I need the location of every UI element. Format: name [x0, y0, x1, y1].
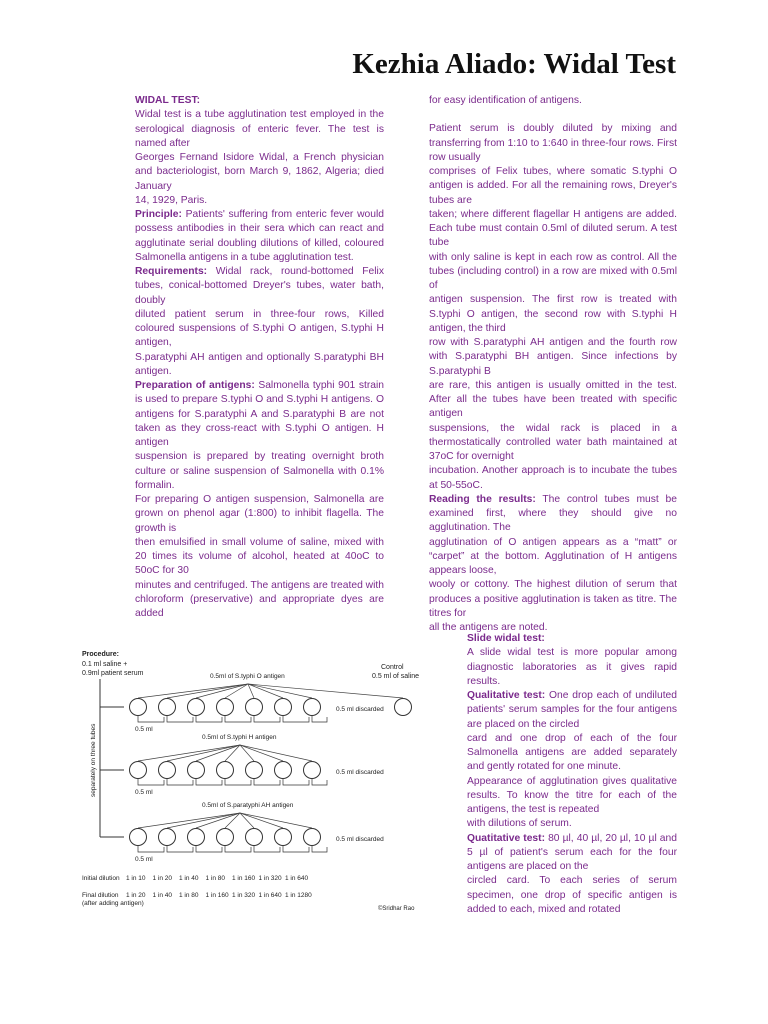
- final-dilution-label: Final dilution: [82, 892, 119, 899]
- paragraph-text: with dilutions of serum.: [467, 818, 572, 830]
- paragraph: [429, 578, 677, 621]
- row-antigen-label: 0.5ml of S.paratyphi AH antigen: [202, 802, 294, 809]
- initial-dilution-value: 1 in 160: [232, 875, 256, 882]
- paragraph-label: WIDAL TEST:: [135, 95, 201, 106]
- paragraph: [429, 493, 677, 536]
- document-title: Kezhia Aliado: Widal Test: [352, 48, 676, 80]
- paragraph-text: wooly or cottony. The highest dilution of serum that produces a positive agglutination is taken as titre. The titres for: [429, 579, 677, 619]
- tube-circle: [246, 699, 263, 716]
- paragraph-text: Widal test is a tube agglutination test employed in the serological diagnosis of enteric fever. The test is named after: [135, 109, 384, 149]
- paragraph-text: suspensions, the widal rack is placed in a thermostatically controlled water bath maintained at 37oC for overnight: [429, 422, 677, 462]
- paragraph: [429, 94, 677, 108]
- paragraph: [467, 832, 677, 875]
- initial-dilution-value: 1 in 80: [205, 875, 226, 882]
- paragraph-text: card and one drop of each of the four Salmonella antigens are added separately and gently rotated for one minute.: [467, 732, 677, 773]
- credit-text: ©Sridhar Rao: [378, 906, 415, 912]
- tube-circle: [217, 762, 234, 779]
- transfer-arrow: [254, 716, 280, 722]
- tube-circle: [304, 699, 321, 716]
- discard-label: 0.5 ml discarded: [336, 706, 384, 713]
- paragraph: [429, 379, 677, 422]
- paragraph-text: all the antigens are noted.: [429, 622, 548, 633]
- paragraph: [135, 94, 384, 108]
- paragraph: [429, 536, 677, 579]
- paragraph: [135, 308, 384, 351]
- right-column-lower: [467, 632, 677, 917]
- antigen-line: [248, 684, 312, 698]
- transfer-arrow: [254, 846, 280, 852]
- paragraph-text: row with S.paratyphi AH antigen and the fourth row with S.paratyphi BH antigen. Since infections by S.paratyphi B: [429, 337, 677, 377]
- final-dilution-sub: (after adding antigen): [82, 900, 144, 907]
- transfer-arrow: [225, 779, 251, 785]
- paragraph-text: are rare, this antigen is usually omitted in the test. After all the tubes have been treated with specific antigen: [429, 379, 677, 420]
- control-tube-circle: [395, 699, 412, 716]
- paragraph-label: Slide widal test:: [467, 633, 545, 644]
- paragraph-text: minutes and centrifuged. The antigens are treated with chloroform (preservative) and appropriate dyes are added: [135, 579, 384, 619]
- tube-circle: [159, 829, 176, 846]
- dilution-values: [126, 875, 312, 899]
- paragraph: [429, 464, 677, 493]
- transfer-arrow: [225, 716, 251, 722]
- procedure-heading: Procedure:: [82, 651, 119, 658]
- transfer-arrow: [196, 716, 222, 722]
- paragraph-text: diluted patient serum in three-four rows, Killed coloured suspensions of S.typhi O antigen, S.typhi H antigen,: [135, 308, 384, 349]
- paragraph-text: suspension is prepared by treating overnight broth culture or saline suspension of Salmonella with 0.1% formalin.: [135, 451, 384, 491]
- row-antigen-label: 0.5ml of S.typhi H antigen: [202, 734, 277, 741]
- paragraph: [467, 632, 677, 646]
- row-antigen-label: 0.5ml of S.typhi O antigen: [210, 673, 285, 680]
- paragraph-label: Reading the results:: [429, 493, 536, 505]
- antigen-line: [196, 684, 248, 698]
- paragraph: [429, 122, 677, 165]
- paragraph-text: Patient serum is doubly diluted by mixing and transferring from 1:10 to 1:640 in three-four rows. First row usually: [429, 123, 677, 163]
- transfer-label: 0.5 ml: [135, 726, 153, 733]
- tube-circle: [130, 829, 147, 846]
- transfer-arrow: [283, 779, 309, 785]
- paragraph-label: Qualitative test:: [467, 690, 546, 701]
- paragraph: [135, 208, 384, 265]
- transfer-arrow: [167, 716, 193, 722]
- paragraph-text: with only saline is kept in each row as control. All the tubes (including control) in a row are mixed with 0.5ml of: [429, 251, 677, 291]
- paragraph-text: Appearance of agglutination gives qualitative results. To know the titre for each of the antigens, the test is repeated: [467, 775, 677, 815]
- paragraph: [135, 351, 384, 380]
- tube-circle: [275, 699, 292, 716]
- paragraph: [429, 165, 677, 208]
- paragraph-text: The control tubes must be examined first, where they should give no agglutination. The: [429, 493, 677, 534]
- transfer-label: 0.5 ml: [135, 856, 153, 863]
- antigen-line: [138, 684, 248, 698]
- paragraph: [135, 493, 384, 536]
- tube-circle: [130, 699, 147, 716]
- paragraph: [135, 194, 384, 208]
- discard-label: 0.5 ml discarded: [336, 769, 384, 776]
- paragraph-text: For preparing O antigen suspension, Salmonella are grown on phenol agar (1:800) to inhibit flagella. The growth is: [135, 494, 384, 534]
- paragraph: [135, 108, 384, 151]
- tube-circle: [188, 829, 205, 846]
- paragraph: [467, 646, 677, 689]
- paragraph: [429, 208, 677, 251]
- paragraph: [467, 732, 677, 775]
- tube-circle: [246, 829, 263, 846]
- paragraph-label: Quatitative test:: [467, 832, 546, 844]
- paragraph: [429, 422, 677, 465]
- tube-circle: [159, 762, 176, 779]
- transfer-arrow: [196, 846, 222, 852]
- tube-circle: [304, 762, 321, 779]
- transfer-arrow: [312, 779, 327, 785]
- control-text: Control: [381, 664, 404, 671]
- initial-dilution-value: 1 in 640: [285, 875, 309, 882]
- paragraph-text: for easy identification of antigens.: [429, 95, 582, 106]
- paragraph-text: 80 µl, 40 µl, 20 µl, 10 µl and 5 µl of patient's serum each for the four antigens are placed on the: [467, 832, 677, 872]
- left-column: [135, 94, 384, 621]
- paragraph: [429, 251, 677, 294]
- right-column: [429, 94, 677, 635]
- tube-circle: [188, 699, 205, 716]
- final-dilution-value: 1 in 40: [152, 892, 173, 899]
- paragraph-text: Salmonella typhi 901 strain is used to prepare S.typhi O and S.typhi H antigens. O antigens for S.paratyphi A and S.paratyphi B are not taken as they cross-react with S.typhi O antigen. H antigen: [135, 380, 384, 448]
- transfer-arrow: [138, 846, 164, 852]
- serum-text: 0.9ml patient serum: [82, 670, 144, 677]
- paragraph-label: Requirements:: [135, 266, 208, 277]
- transfer-arrow: [167, 846, 193, 852]
- tube-circle: [217, 699, 234, 716]
- paragraph-text: circled card. To each series of serum specimen, one drop of specific antigen is added to each, mixed and rotated: [467, 875, 677, 915]
- paragraph-text: comprises of Felix tubes, where somatic S.typhi O antigen is added. For all the remaining rows, Dreyer's tubes are: [429, 166, 677, 206]
- antigen-line: [248, 684, 403, 698]
- paragraph-text: Patients' suffering from enteric fever would possess antibodies in their sera which can react and agglutinate serial doubling dilutions of killed, coloured Salmonella antigens in a tube agglutination test.: [135, 209, 384, 263]
- transfer-arrow: [254, 779, 280, 785]
- final-dilution-value: 1 in 320: [232, 892, 256, 899]
- tube-rows: [130, 673, 412, 863]
- paragraph: [467, 775, 677, 818]
- final-dilution-value: 1 in 640: [258, 892, 282, 899]
- paragraph-label: Principle:: [135, 209, 182, 220]
- transfer-label: 0.5 ml: [135, 789, 153, 796]
- paragraph: [135, 450, 384, 493]
- discard-label: 0.5 ml discarded: [336, 836, 384, 843]
- paragraph-text: agglutination of O antigen appears as a “matt” or “carpet” at the bottom. Agglutination of H antigens appears loose,: [429, 536, 677, 576]
- tube-circle: [159, 699, 176, 716]
- paragraph-text: Widal rack, round-bottomed Felix tubes, conical-bottomed Dreyer's tubes, water bath, doubly: [135, 266, 384, 306]
- paragraph: [429, 293, 677, 336]
- tube-circle: [275, 762, 292, 779]
- paragraph-text: One drop each of undiluted patients' serum samples for the four antigens are placed on the circled: [467, 690, 678, 730]
- procedure-figure: [78, 647, 428, 917]
- tube-circle: [188, 762, 205, 779]
- antigen-line: [138, 813, 240, 828]
- final-dilution-value: 1 in 160: [205, 892, 229, 899]
- antigen-line: [138, 745, 240, 761]
- side-label: separately on three tubes: [90, 723, 97, 797]
- transfer-arrow: [196, 779, 222, 785]
- control-saline-text: 0.5 ml of saline: [372, 673, 420, 680]
- paragraph-text: taken; where different flagellar H antigens are added. Each tube must contain 0.5ml of diluted serum. A test tube: [429, 208, 677, 249]
- tube-circle: [130, 762, 147, 779]
- paragraph: [467, 817, 677, 831]
- paragraph: [135, 151, 384, 194]
- saline-text: 0.1 ml saline +: [82, 661, 128, 668]
- paragraph: [429, 108, 677, 122]
- transfer-arrow: [138, 716, 164, 722]
- paragraph: [467, 874, 677, 917]
- final-dilution-value: 1 in 1280: [285, 892, 312, 899]
- final-dilution-value: 1 in 80: [179, 892, 199, 899]
- paragraph-text: incubation. Another approach is to incubate the tubes at 50-55oC.: [429, 465, 677, 491]
- initial-dilution-label: Initial dilution: [82, 875, 120, 882]
- tube-circle: [246, 762, 263, 779]
- paragraph: [135, 379, 384, 450]
- paragraph-text: A slide widal test is more popular among diagnostic laboratories as it gives rapid results.: [467, 647, 677, 687]
- paragraph-label: Preparation of antigens:: [135, 380, 255, 391]
- paragraph-text: antigen suspension. The first row is treated with S.typhi O antigen, the second row with S.typhi H antigen, the third: [429, 294, 677, 334]
- initial-dilution-value: 1 in 10: [126, 875, 146, 882]
- paragraph-text: 14, 1929, Paris.: [135, 194, 208, 206]
- initial-dilution-value: 1 in 20: [152, 875, 173, 882]
- transfer-arrow: [283, 846, 309, 852]
- transfer-arrow: [312, 846, 327, 852]
- tube-circle: [275, 829, 292, 846]
- transfer-arrow: [225, 846, 251, 852]
- paragraph: [135, 536, 384, 579]
- paragraph-text: S.paratyphi AH antigen and optionally S.paratyphi BH antigen.: [135, 351, 384, 377]
- tube-circle: [304, 829, 321, 846]
- paragraph: [467, 689, 677, 732]
- initial-dilution-value: 1 in 320: [258, 875, 282, 882]
- transfer-arrow: [312, 716, 327, 722]
- paragraph-text: Georges Fernand Isidore Widal, a French physician and bacteriologist, born March 9, 1862, Algeria; died January: [135, 152, 384, 192]
- final-dilution-value: 1 in 20: [126, 892, 146, 899]
- paragraph: [135, 579, 384, 622]
- initial-dilution-value: 1 in 40: [179, 875, 199, 882]
- paragraph-text: then emulsified in small volume of saline, mixed with 20 times its volume of alcohol, heated at 40oC to 50oC for 30: [135, 536, 384, 577]
- paragraph: [135, 265, 384, 308]
- transfer-arrow: [138, 779, 164, 785]
- transfer-arrow: [167, 779, 193, 785]
- tube-circle: [217, 829, 234, 846]
- transfer-arrow: [283, 716, 309, 722]
- paragraph: [429, 336, 677, 379]
